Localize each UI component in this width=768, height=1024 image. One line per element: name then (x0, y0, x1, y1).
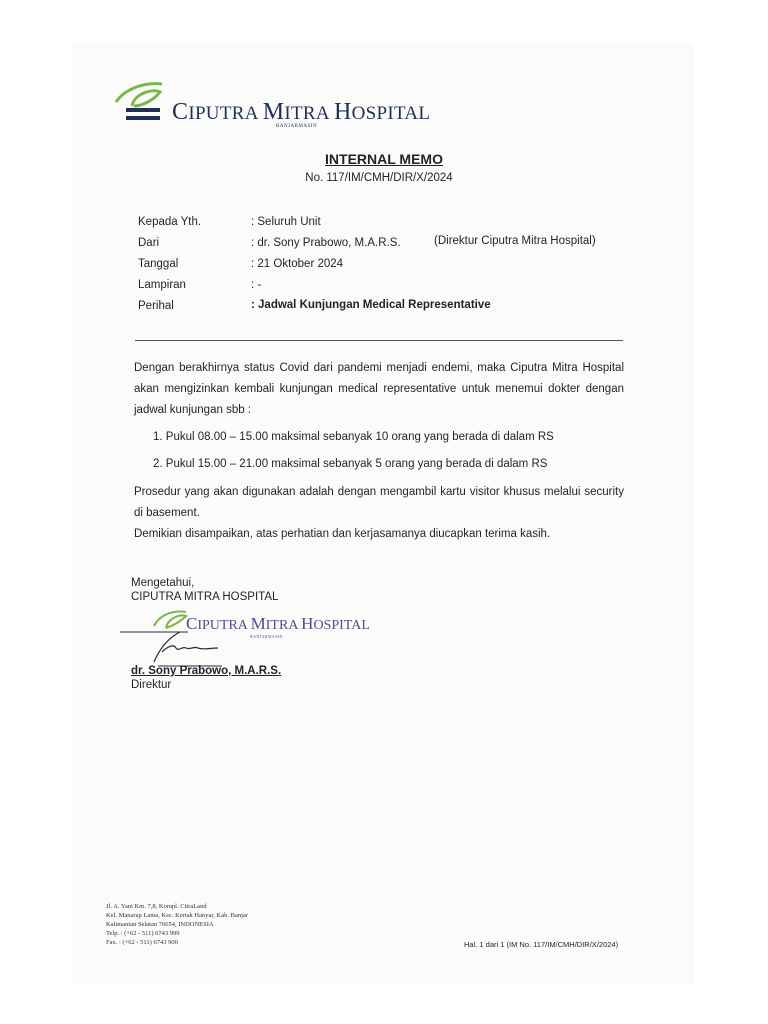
footer-address-line-3: Kalimantan Selatan 70654, INDONESIA (106, 921, 214, 928)
signatory-position: Direktur (131, 679, 172, 691)
signatory-name: dr. Sony Prabowo, M.A.R.S. (131, 665, 282, 677)
memo-title: INTERNAL MEMO (325, 151, 443, 167)
body-intro-paragraph: Dengan berakhirnya status Covid dari pandemi menjadi endemi, maka Ciputra Mitra Hospital akan mengizinkan kembali kunjungan medical representative untuk menemui dokter dengan jadwal kunjungan sbb : (134, 362, 624, 416)
hospital-logo-icon (112, 78, 168, 124)
acknowledged-label: Mengetahui, (131, 577, 195, 589)
meta-value-date: : 21 Oktober 2024 (251, 258, 344, 270)
meta-value-from: : dr. Sony Prabowo, M.A.R.S. (251, 237, 401, 249)
footer-address-line-1: Jl. A. Yani Km. 7,8, Kompl. CitraLand (106, 903, 207, 910)
schedule-item-1: 1. Pukul 08.00 – 15.00 maksimal sebanyak 10 orang yang berada di dalam RS (153, 431, 554, 443)
handwritten-signature (118, 622, 228, 668)
meta-value-attachment: : - (251, 279, 262, 291)
meta-label-subject: Perihal (138, 300, 174, 312)
stamp-hospital-text: CIPUTRA MITRA HOSPITAL (186, 614, 370, 633)
footer-address-line-2: Kel. Manarap Lama, Kec. Kertak Hanyar, Kab. Banjar (106, 912, 248, 919)
header-divider (135, 340, 623, 341)
meta-label-date: Tanggal (138, 258, 179, 270)
meta-value-recipient: : Seluruh Unit (251, 216, 321, 228)
meta-label-attachment: Lampiran (138, 279, 186, 291)
procedure-paragraph: Prosedur yang akan digunakan adalah dengan mengambil kartu visitor khusus melalui security di basement. (134, 486, 624, 519)
footer-phone: Telp. : (+62 - 511) 6743 999 (106, 930, 180, 937)
meta-label-from: Dari (138, 237, 160, 249)
meta-value-from-title: (Direktur Ciputra Mitra Hospital) (434, 235, 596, 247)
memo-number: No. 117/IM/CMH/DIR/X/2024 (305, 172, 453, 184)
signature-org: CIPUTRA MITRA HOSPITAL (131, 591, 279, 603)
closing-paragraph: Demikian disampaikan, atas perhatian dan kerjasamanya diucapkan terima kasih. (134, 528, 551, 540)
footer-fax: Fax. : (+62 - 511) 6743 900 (106, 939, 178, 946)
stamp-subtitle: BANJARMASIN (250, 634, 283, 639)
meta-label-recipient: Kepada Yth. (138, 216, 202, 228)
meta-value-subject: : Jadwal Kunjungan Medical Representative (251, 299, 491, 311)
hospital-logo-subtitle: BANJARMASIN (276, 124, 318, 129)
page-number: Hal. 1 dari 1 (IM No. 117/IM/CMH/DIR/X/2024) (464, 940, 619, 949)
hospital-logo-text: CIPUTRA MITRA HOSPITAL (172, 99, 431, 125)
schedule-item-2: 2. Pukul 15.00 – 21.00 maksimal sebanyak 5 orang yang berada di dalam RS (153, 458, 548, 470)
